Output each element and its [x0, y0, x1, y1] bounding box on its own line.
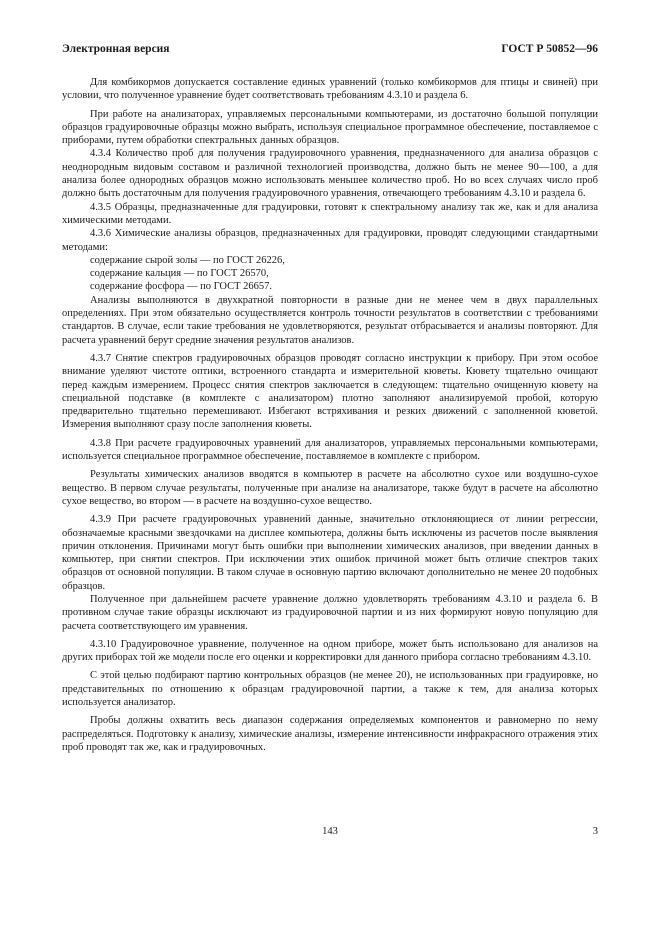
clause-4-3-6: 4.3.6 Химические анализы образцов, предназначенных для градуировки, проводят следующими стандартными методами: [62, 228, 598, 253]
clause-4-3-4: 4.3.4 Количество проб для получения градуировочного уравнения, предназначенного для анализа образцов с неоднородным видовым составом и различной технологией производства, должно быть не менее 90—100, а для анализа более однородных образцов можно использовать меньшее количество проб. Но во всех случаях число проб должно быть достаточным для получения градуировочного уравнения, отвечающего требованиям 4.3.10 и раздела 6. [62, 148, 598, 200]
clause-4-3-9: 4.3.9 При расчете градуировочных уравнений данные, значительно отклоняющиеся от линии регрессии, обозначаемые красными звездочками на дисплее компьютера, должны быть исключены из расчетов после выявления причин отклонения. Причинами могут быть ошибки при выполнении химических анализов, при введении данных в компьютер, при снятии спектров. При исключении этих ошибок причиной может быть отличие спектров таких образцов от основной популяции. В таком случае в основную партию включают дополнительно не менее 20 подобных образцов. [62, 514, 598, 592]
paragraph: Полученное при дальнейшем расчете уравнение должно удовлетворять требованиям 4.3.10 и раздела 6. В противном случае такие образцы исключают из градуировочной партии и из них формируют новую популяцию для расчета соответствующего им уравнения. [62, 593, 598, 632]
document-body [62, 76, 598, 754]
clause-4-3-10: 4.3.10 Градуировочное уравнение, полученное на одном приборе, может быть использовано для анализов на других приборах той же модели после его оценки и корректировки для данного прибора согласно требованиям 4.3.10. [62, 638, 598, 664]
list-item: содержание кальция — по ГОСТ 26570, [90, 268, 269, 280]
clause-4-3-8: 4.3.8 При расчете градуировочных уравнений для анализаторов, управляемых персональными компьютерами, используется специальное программное обеспечение, поставляемое в комплекте с прибором. [62, 437, 598, 463]
list-item: содержание фосфора — по ГОСТ 26657. [90, 281, 273, 293]
clause-4-3-7: 4.3.7 Снятие спектров градуировочных образцов проводят согласно инструкции к прибору. При этом особое внимание уделяют чистоте оптики, встроенного стандарта и измерительной кюветы. Кювету тщательно очищают перед каждым измерением. Процесс снятия спектров заключается в следующем: тщательно очищенную кювету на специальной подставке (в комплекте с анализатором) плотно заполняют анализируемой пробой, которую предварительно тщательно перемешивают. Избегают встряхивания и резких движений с заполненной кюветой. Измерения выполняют сразу после заполнения кюветы. [62, 352, 598, 431]
paragraph: Для комбикормов допускается составление единых уравнений (только комбикормов для птицы и свиней) при условии, что полученное уравнение будет соответствовать требованиям 4.3.10 и раздела 6. [62, 77, 598, 102]
paragraph: Анализы выполняются в двухкратной повторности в разные дни не менее чем в двух параллельных определениях. При этом обязательно осуществляется контроль точности результатов в соответствии с требованиями стандартов. В случае, если такие требования не удовлетворяются, результат отбрасывается и анализы повторяют. Для расчета уравнений берут средние значения результатов анализов. [62, 294, 598, 346]
paragraph: С этой целью подбирают партию контрольных образцов (не менее 20), не использованных при градуировке, но представительных по отношению к образцам градуировочной партии, а также к тем, для анализа которых используется анализатор. [62, 670, 598, 709]
page-header [62, 43, 598, 59]
paragraph: Пробы должны охватить весь диапазон содержания определяемых компонентов и равномерно по нему распределяться. Подготовку к анализу, химические анализы, измерение интенсивности инфракрасного отражения этих проб проводят так же, как и градуировочных. [62, 715, 598, 753]
page-number-center: 143 [322, 826, 338, 837]
edition-label: Электронная версия [62, 43, 170, 55]
clause-4-3-5: 4.3.5 Образцы, предназначенные для градуировки, готовят к спектральному анализу так же, как и для анализа химическими методами. [62, 201, 598, 226]
paragraph: Результаты химических анализов вводятся в компьютер в расчете на абсолютно сухое или воздушно-сухое вещество. В первом случае результаты, полученные при анализе на анализаторе, также будут в расчете на абсолютно сухое вещество, во втором — в расчете на воздушно-сухое вещество. [62, 469, 598, 507]
paragraph: При работе на анализаторах, управляемых персональными компьютерами, из достаточно большой популяции образцов градуировочные образцы можно выбрать, используя специальное программное обеспечение, поставляемое с приборами, путем обработки спектральных данных образцов. [62, 108, 598, 147]
page-footer [62, 826, 598, 840]
page-number-right: 3 [592, 826, 598, 837]
standard-number: ГОСТ Р 50852—96 [501, 43, 598, 55]
list-item: содержание сырой золы — по ГОСТ 26226, [90, 254, 285, 266]
